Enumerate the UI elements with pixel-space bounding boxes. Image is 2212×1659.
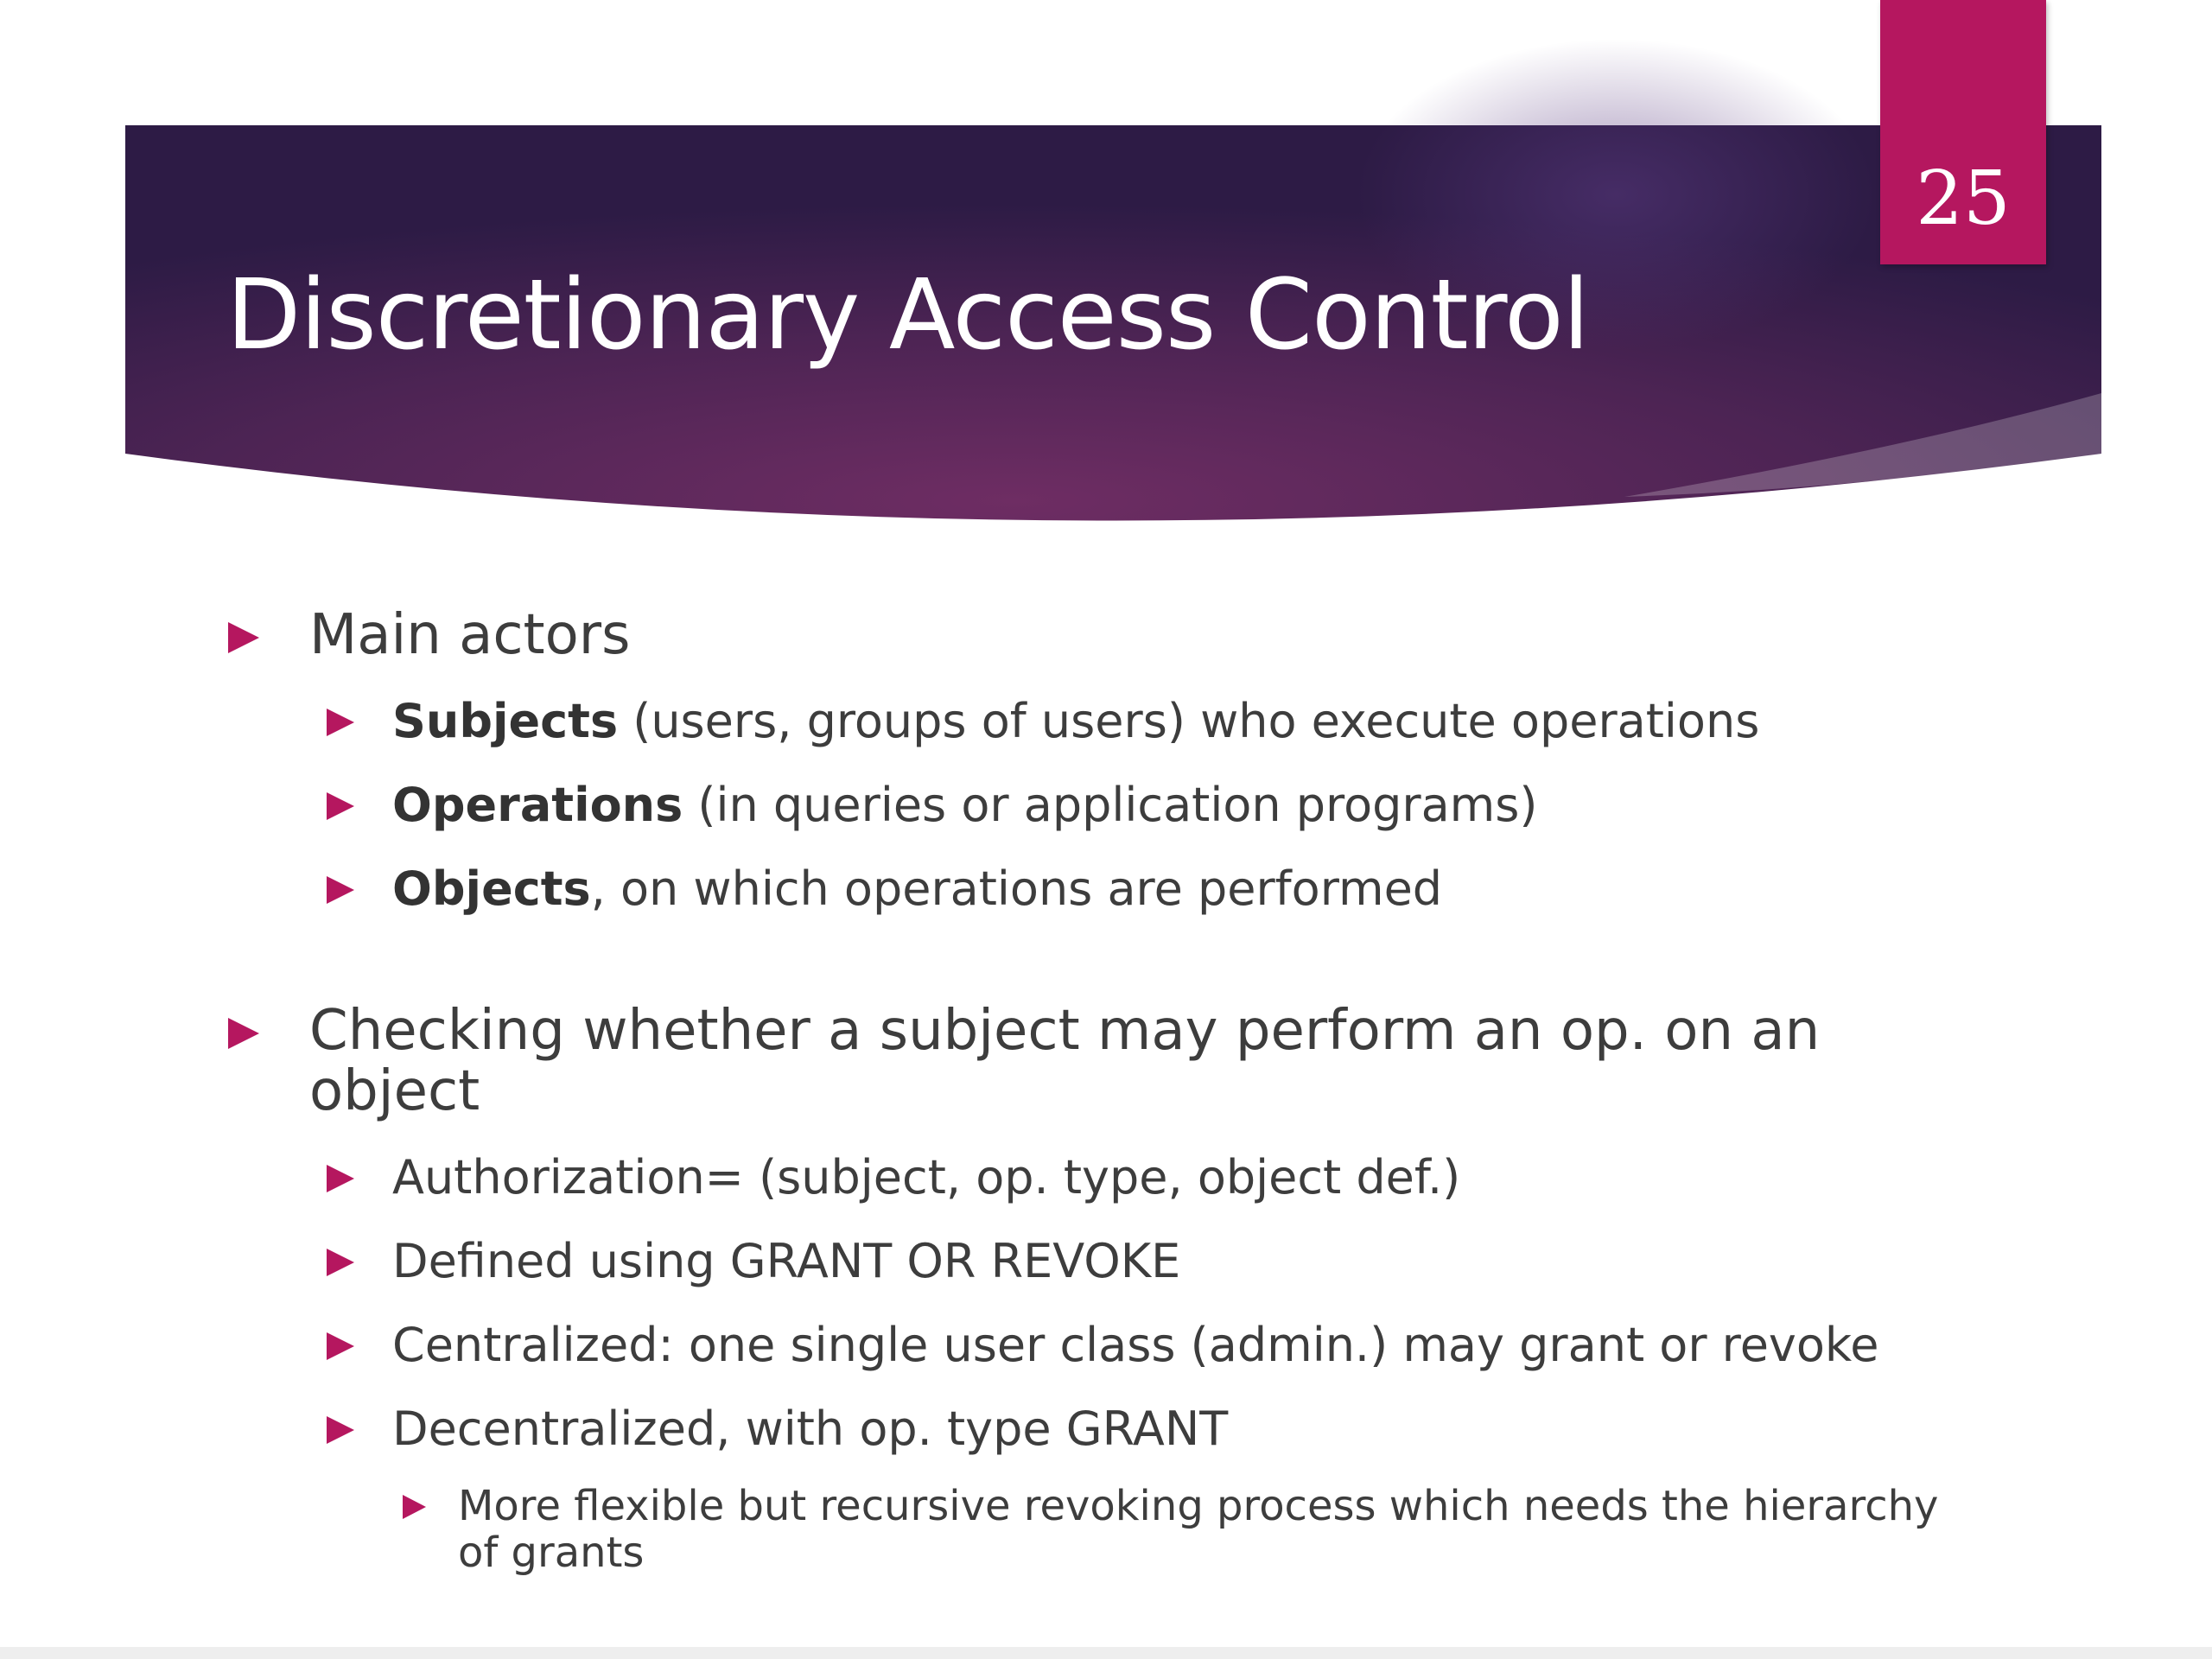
bullet-text: Defined using GRANT OR REVOKE — [392, 1234, 1181, 1288]
triangle-right-icon — [228, 622, 259, 653]
bullet-text: (in queries or application programs) — [683, 778, 1538, 832]
bullet-text: , on which operations are performed — [590, 861, 1443, 916]
triangle-right-icon — [327, 1332, 354, 1360]
bullet-bold-term: Objects — [392, 861, 591, 916]
bullet-text: More flexible but recursive revoking process which needs the hierarchy of grants — [458, 1482, 1939, 1577]
bullet-defined — [392, 1231, 1948, 1292]
bullet-main-actors — [309, 605, 1951, 665]
triangle-right-icon — [327, 1416, 354, 1444]
bullet-bold-term: Operations — [392, 778, 683, 832]
triangle-right-icon — [327, 709, 354, 736]
slide-number: 25 — [1916, 156, 2011, 242]
bullet-text: Authorization= (subject, op. type, object def.) — [392, 1150, 1461, 1205]
bullet-decentralized — [392, 1399, 1948, 1459]
triangle-right-icon — [327, 1249, 354, 1276]
triangle-right-icon — [327, 792, 354, 820]
bullet-text: (users, groups of users) who execute operations — [618, 694, 1760, 748]
bullet-bold-term: Subjects — [392, 694, 619, 748]
bullet-text: Checking whether a subject may perform an op. on an object — [309, 999, 1821, 1123]
bullet-subjects — [392, 691, 1948, 752]
bullet-text: Main actors — [309, 603, 631, 667]
slide-title: Discretionary Access Control — [226, 259, 1589, 372]
triangle-right-icon — [327, 876, 354, 904]
triangle-right-icon — [327, 1165, 354, 1192]
bullet-centralized — [392, 1315, 1948, 1376]
bullet-text: Centralized: one single user class (admin.) may grant or revoke — [392, 1318, 1879, 1372]
triangle-right-icon — [403, 1495, 426, 1519]
bottom-edge — [0, 1647, 2212, 1659]
bullet-text: Decentralized, with op. type GRANT — [392, 1402, 1229, 1456]
bullet-authorization — [392, 1147, 1948, 1208]
bullet-objects — [392, 859, 1948, 919]
bullet-more-flexible — [458, 1483, 1979, 1576]
triangle-right-icon — [228, 1018, 259, 1049]
bullet-operations — [392, 775, 1948, 836]
bullet-checking — [309, 1001, 1865, 1122]
